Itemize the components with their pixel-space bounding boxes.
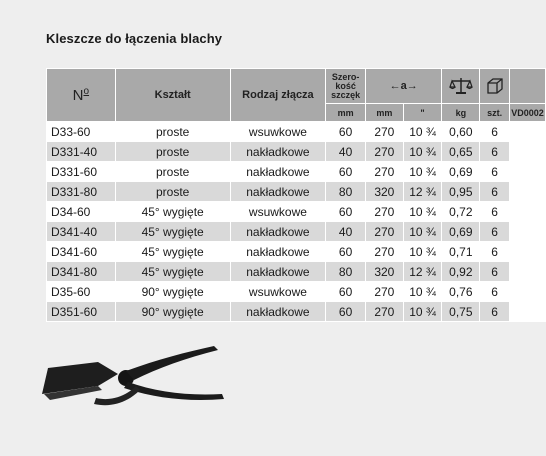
unit-width: mm bbox=[326, 104, 366, 122]
cell-width: 80 bbox=[326, 262, 366, 282]
page-title: Kleszcze do łączenia blachy bbox=[46, 31, 223, 46]
cell-weight: 0,95 bbox=[442, 182, 480, 202]
cell-length-inch: 10 ¾ bbox=[403, 142, 442, 162]
cell-length-mm: 270 bbox=[366, 302, 404, 322]
column-header-length: ←a→ bbox=[366, 69, 442, 104]
cell-joint: nakładkowe bbox=[230, 262, 326, 282]
column-header-number: $N^o$ bbox=[47, 69, 116, 122]
cell-shape: proste bbox=[115, 162, 230, 182]
table-row bbox=[47, 162, 546, 182]
cell-quantity: 6 bbox=[480, 202, 510, 222]
cell-length-inch: 12 ¾ bbox=[403, 262, 442, 282]
cell-shape: 45° wygięte bbox=[115, 262, 230, 282]
column-header-blank bbox=[509, 69, 545, 104]
cell-blank bbox=[509, 302, 545, 322]
cell-quantity: 6 bbox=[480, 182, 510, 202]
product-spec-table bbox=[46, 68, 546, 322]
cell-number: D341-60 bbox=[47, 242, 116, 262]
cell-blank bbox=[509, 262, 545, 282]
cell-blank bbox=[509, 122, 545, 142]
cell-length-mm: 270 bbox=[366, 162, 404, 182]
cell-width: 60 bbox=[326, 122, 366, 142]
column-header-quantity bbox=[480, 69, 510, 104]
cell-quantity: 6 bbox=[480, 242, 510, 262]
cell-number: D341-80 bbox=[47, 262, 116, 282]
cell-quantity: 6 bbox=[480, 302, 510, 322]
table-row bbox=[47, 222, 546, 242]
cell-weight: 0,71 bbox=[442, 242, 480, 262]
cell-weight: 0,72 bbox=[442, 202, 480, 222]
cell-blank bbox=[509, 242, 545, 262]
cell-shape: 90° wygięte bbox=[115, 282, 230, 302]
cell-number: D331-40 bbox=[47, 142, 116, 162]
cell-blank bbox=[509, 282, 545, 302]
cell-shape: proste bbox=[115, 142, 230, 162]
cell-width: 40 bbox=[326, 222, 366, 242]
cell-length-mm: 270 bbox=[366, 122, 404, 142]
cell-length-inch: 10 ¾ bbox=[403, 302, 442, 322]
column-header-shape: Kształt bbox=[115, 69, 230, 122]
column-header-width: Szero- kość szczęk bbox=[326, 69, 366, 104]
cell-joint: nakładkowe bbox=[230, 242, 326, 262]
cell-number: D351-60 bbox=[47, 302, 116, 322]
table-row bbox=[47, 242, 546, 262]
cell-weight: 0,69 bbox=[442, 162, 480, 182]
cell-joint: wsuwkowe bbox=[230, 122, 326, 142]
cell-shape: 45° wygięte bbox=[115, 242, 230, 262]
cell-width: 60 bbox=[326, 202, 366, 222]
cell-joint: nakładkowe bbox=[230, 182, 326, 202]
cell-blank bbox=[509, 202, 545, 222]
unit-length-inch: " bbox=[403, 104, 442, 122]
cell-weight: 0,75 bbox=[442, 302, 480, 322]
cell-number: D341-40 bbox=[47, 222, 116, 242]
cell-quantity: 6 bbox=[480, 142, 510, 162]
cell-width: 60 bbox=[326, 302, 366, 322]
cell-weight: 0,69 bbox=[442, 222, 480, 242]
cell-width: 80 bbox=[326, 182, 366, 202]
cell-width: 40 bbox=[326, 142, 366, 162]
cell-number: D331-80 bbox=[47, 182, 116, 202]
cell-shape: 90° wygięte bbox=[115, 302, 230, 322]
cell-length-inch: 10 ¾ bbox=[403, 162, 442, 182]
cell-joint: nakładkowe bbox=[230, 162, 326, 182]
unit-weight: kg bbox=[442, 104, 480, 122]
cell-shape: 45° wygięte bbox=[115, 222, 230, 242]
cell-joint: nakładkowe bbox=[230, 302, 326, 322]
table-row bbox=[47, 302, 546, 322]
cell-length-mm: 320 bbox=[366, 262, 404, 282]
cell-length-mm: 270 bbox=[366, 142, 404, 162]
cell-width: 60 bbox=[326, 242, 366, 262]
cell-shape: 45° wygięte bbox=[115, 202, 230, 222]
cell-quantity: 6 bbox=[480, 162, 510, 182]
cell-length-inch: 10 ¾ bbox=[403, 122, 442, 142]
table-row bbox=[47, 182, 546, 202]
cell-quantity: 6 bbox=[480, 282, 510, 302]
table-row bbox=[47, 262, 546, 282]
cell-length-mm: 270 bbox=[366, 282, 404, 302]
cell-shape: proste bbox=[115, 122, 230, 142]
cell-number: D331-60 bbox=[47, 162, 116, 182]
cell-blank bbox=[509, 142, 545, 162]
cell-blank bbox=[509, 222, 545, 242]
cell-length-mm: 270 bbox=[366, 222, 404, 242]
unit-length-mm: mm bbox=[366, 104, 404, 122]
column-header-weight bbox=[442, 69, 480, 104]
cell-weight: 0,65 bbox=[442, 142, 480, 162]
cell-quantity: 6 bbox=[480, 262, 510, 282]
cell-length-inch: 12 ¾ bbox=[403, 182, 442, 202]
cell-joint: wsuwkowe bbox=[230, 282, 326, 302]
cell-width: 60 bbox=[326, 282, 366, 302]
cell-number: D35-60 bbox=[47, 282, 116, 302]
unit-quantity: szt. bbox=[480, 104, 510, 122]
cell-length-inch: 10 ¾ bbox=[403, 282, 442, 302]
table-row bbox=[47, 122, 546, 142]
cell-quantity: 6 bbox=[480, 122, 510, 142]
seaming-pliers-image bbox=[36, 340, 236, 430]
cell-length-inch: 10 ¾ bbox=[403, 242, 442, 262]
cell-length-mm: 320 bbox=[366, 182, 404, 202]
cell-blank bbox=[509, 182, 545, 202]
cell-quantity: 6 bbox=[480, 222, 510, 242]
catalog-code: VD0002 bbox=[509, 104, 545, 122]
cell-number: D33-60 bbox=[47, 122, 116, 142]
cell-weight: 0,76 bbox=[442, 282, 480, 302]
cell-number: D34-60 bbox=[47, 202, 116, 222]
cell-weight: 0,60 bbox=[442, 122, 480, 142]
cell-blank bbox=[509, 162, 545, 182]
column-header-joint: Rodzaj złącza bbox=[230, 69, 326, 122]
box-icon bbox=[486, 77, 504, 95]
cell-length-inch: 10 ¾ bbox=[403, 202, 442, 222]
table-row bbox=[47, 202, 546, 222]
cell-joint: wsuwkowe bbox=[230, 202, 326, 222]
cell-width: 60 bbox=[326, 162, 366, 182]
scale-icon bbox=[449, 76, 473, 96]
table-row bbox=[47, 282, 546, 302]
cell-weight: 0,92 bbox=[442, 262, 480, 282]
cell-length-inch: 10 ¾ bbox=[403, 222, 442, 242]
cell-length-mm: 270 bbox=[366, 242, 404, 262]
table-row bbox=[47, 142, 546, 162]
cell-shape: proste bbox=[115, 182, 230, 202]
cell-joint: nakładkowe bbox=[230, 142, 326, 162]
cell-joint: nakładkowe bbox=[230, 222, 326, 242]
cell-length-mm: 270 bbox=[366, 202, 404, 222]
